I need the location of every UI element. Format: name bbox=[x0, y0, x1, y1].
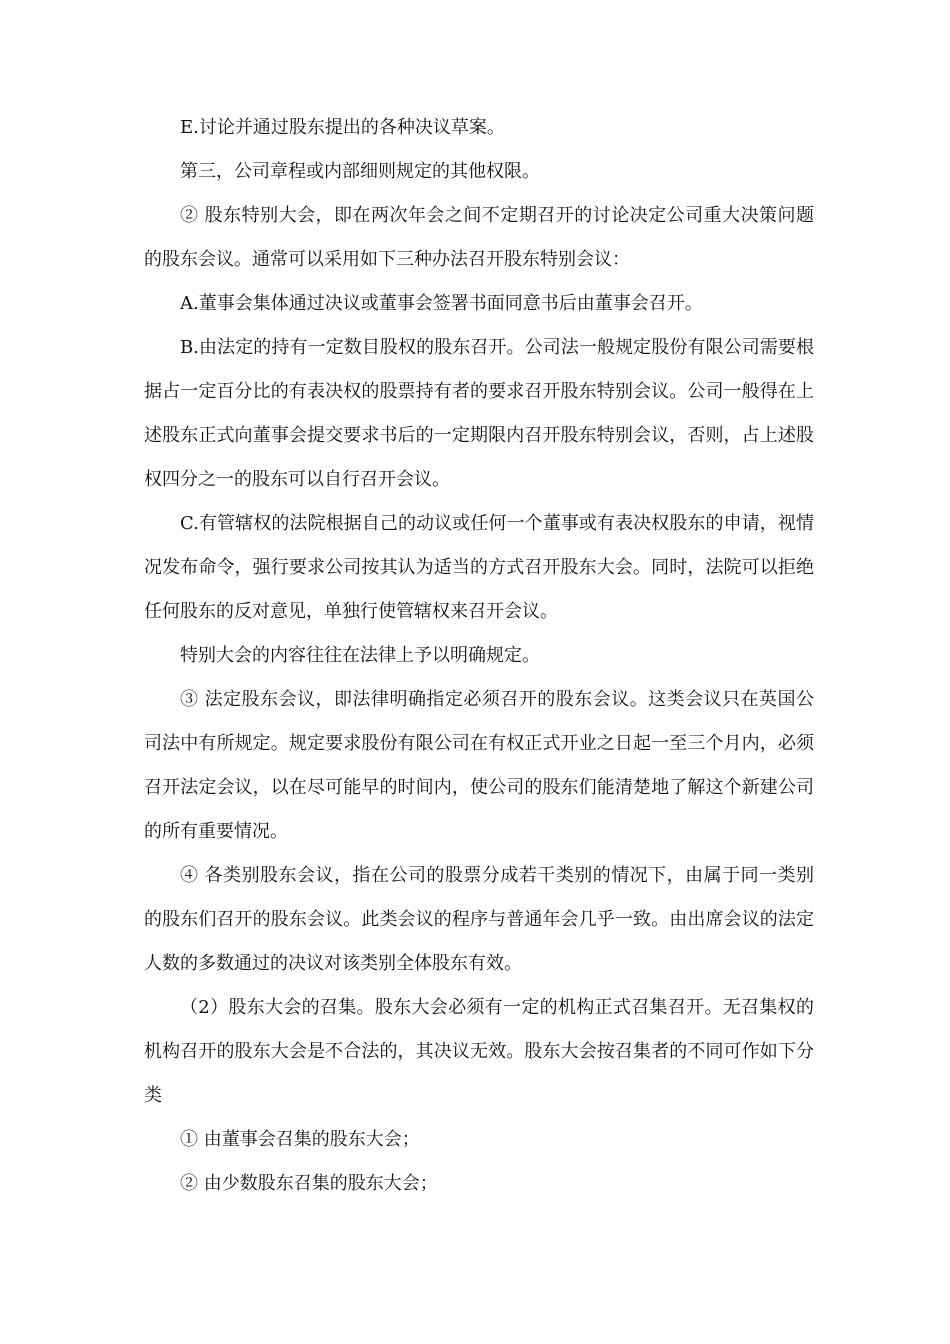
paragraph-a-board-convened: A.董事会集体通过决议或董事会签署书面同意书后由董事会召开。 bbox=[180, 293, 703, 314]
paragraph-c-court-ordered: C.有管辖权的法院根据自己的动议或任何一个董事或有表决权股东的申请，视情况发布命令，强行要求公司按其认为适当的方式召开股东大会。同时，法院可以拒绝任何股东的反对意见，单独行使管辖权来召开会议。 bbox=[144, 513, 814, 622]
paragraph-statutory-meeting: ③ 法定股东会议，即法律明确指定必须召开的股东会议。这类会议只在英国公司法中有所规定。规定要求股份有限公司在有权正式开业之日起一至三个月内，必须召开法定会议，以在尽可能早的时间内，使公司的股东们能清楚地了解这个新建公司的所有重要情况。 bbox=[144, 689, 814, 842]
paragraph-b-shareholder-convened: B.由法定的持有一定数目股权的股东召开。公司法一般规定股份有限公司需要根据占一定百分比的有表决权的股票持有者的要求召开股东特别会议。公司一般得在上述股东正式向董事会提交要求书后的一定期限内召开股东特别会议，否则，占上述股权四分之一的股东可以自行召开会议。 bbox=[144, 337, 814, 490]
paragraph-special-general-meeting: ② 股东特别大会，即在两次年会之间不定期召开的讨论决定公司重大决策问题的股东会议。通常可以采用如下三种办法召开股东特别会议： bbox=[144, 205, 814, 270]
paragraph-convening-of-meeting: （2）股东大会的召集。股东大会必须有一定的机构正式召集召开。无召集权的机构召开的股东大会是不合法的，其决议无效。股东大会按召集者的不同可作如下分类 bbox=[144, 997, 814, 1106]
paragraph-minority-convened-list-item: ② 由少数股东召集的股东大会； bbox=[180, 1173, 438, 1194]
paragraph-class-meetings: ④ 各类别股东会议，指在公司的股票分成若干类别的情况下，由属于同一类别的股东们召开的股东会议。此类会议的程序与普通年会几乎一致。由出席会议的法定人数的多数通过的决议对该类别全体股东有效。 bbox=[144, 865, 814, 974]
paragraph-board-convened-list-item: ① 由董事会召集的股东大会； bbox=[180, 1129, 420, 1150]
paragraph-third-other-powers: 第三，公司章程或内部细则规定的其他权限。 bbox=[180, 161, 540, 182]
paragraph-special-meeting-content: 特别大会的内容往往在法律上予以明确规定。 bbox=[180, 645, 540, 666]
paragraph-e-discuss-resolutions: E.讨论并通过股东提出的各种决议草案。 bbox=[180, 117, 505, 138]
document-body bbox=[144, 106, 814, 1206]
